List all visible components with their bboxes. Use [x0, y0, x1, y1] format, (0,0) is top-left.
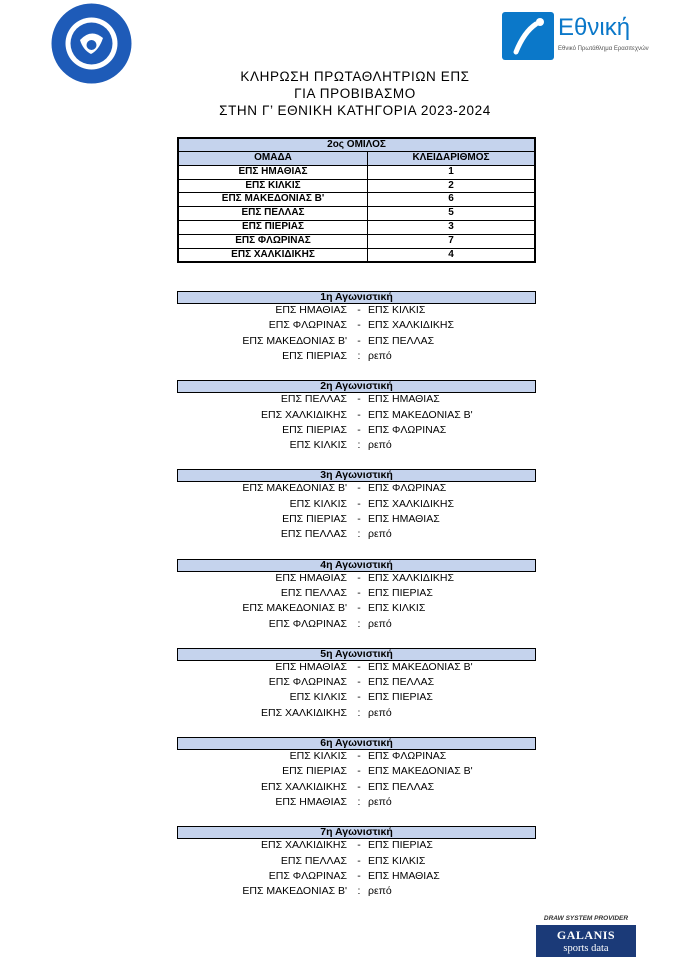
- match-row: [0, 349, 700, 364]
- team-name: ΕΠΣ ΚΙΛΚΙΣ: [179, 180, 368, 193]
- away-team: ΕΠΣ ΧΑΛΚΙΔΙΚΗΣ: [368, 497, 454, 510]
- match-row: [0, 660, 700, 675]
- away-team: ρεπό: [368, 706, 392, 719]
- away-team: ρεπό: [368, 439, 392, 452]
- team-name: ΕΠΣ ΗΜΑΘΙΑΣ: [179, 166, 368, 179]
- away-team: ΕΠΣ ΠΙΕΡΙΑΣ: [368, 691, 433, 704]
- home-team: ΕΠΣ ΚΙΛΚΙΣ: [289, 750, 347, 762]
- match-separator: -: [357, 423, 361, 436]
- away-team: ΕΠΣ ΜΑΚΕΔΟΝΙΑΣ Β': [368, 765, 473, 778]
- team-key-number: 1: [448, 165, 454, 177]
- match-separator: -: [357, 780, 361, 793]
- sponsor-name: GALANIS: [556, 928, 616, 942]
- team-name: ΕΠΣ ΠΙΕΡΙΑΣ: [179, 221, 368, 234]
- table-row: [179, 179, 534, 193]
- away-team: ΕΠΣ ΦΛΩΡΙΝΑΣ: [368, 423, 447, 436]
- col-header-team: ΟΜΑΔΑ: [179, 152, 368, 165]
- match-row: [0, 675, 700, 690]
- home-team: ΕΠΣ ΚΙΛΚΙΣ: [289, 439, 347, 452]
- ethniki-logo-word: Εθνική: [558, 14, 631, 41]
- home-team: ΕΠΣ ΦΛΩΡΙΝΑΣ: [268, 676, 347, 689]
- match-row: [0, 795, 700, 810]
- home-team: ΕΠΣ ΠΕΛΛΑΣ: [280, 586, 347, 599]
- match-row: [0, 586, 700, 601]
- title-line-3: ΣΤΗΝ Γ’ ΕΘΝΙΚΗ ΚΑΤΗΓΟΡΙΑ 2023-2024: [219, 103, 491, 118]
- match-row: [0, 764, 700, 779]
- match-separator: -: [357, 408, 361, 421]
- away-team: ρεπό: [368, 349, 392, 362]
- home-team: ΕΠΣ ΦΛΩΡΙΝΑΣ: [268, 319, 347, 332]
- match-separator: -: [357, 765, 361, 778]
- match-row: [0, 481, 700, 496]
- round-header: 5η Αγωνιστική: [177, 648, 536, 661]
- document-title: [150, 68, 560, 119]
- match-separator: -: [357, 586, 361, 599]
- home-team: ΕΠΣ ΠΙΕΡΙΑΣ: [282, 349, 347, 362]
- away-team: ΕΠΣ ΦΛΩΡΙΝΑΣ: [368, 750, 447, 762]
- team-key-number: 2: [448, 179, 454, 191]
- round-header: 4η Αγωνιστική: [177, 559, 536, 572]
- team-key-number: 4: [448, 248, 454, 260]
- match-row: [0, 408, 700, 423]
- match-row: [0, 497, 700, 512]
- match-separator: -: [357, 497, 361, 510]
- match-separator: :: [357, 706, 361, 719]
- match-separator: :: [357, 617, 361, 630]
- match-separator: -: [357, 839, 361, 852]
- team-key-number: 3: [448, 220, 454, 232]
- away-team: ρεπό: [368, 795, 392, 808]
- home-team: ΕΠΣ ΚΙΛΚΙΣ: [289, 497, 347, 510]
- match-separator: -: [357, 691, 361, 704]
- match-row: [0, 690, 700, 705]
- sponsor-badge: [536, 925, 636, 957]
- home-team: ΕΠΣ ΧΑΛΚΙΔΙΚΗΣ: [261, 839, 347, 852]
- match-row: [0, 318, 700, 333]
- away-team: ΕΠΣ ΚΙΛΚΙΣ: [368, 854, 426, 867]
- ethniki-logo-mark: [502, 12, 554, 60]
- table-row: [179, 192, 534, 206]
- home-team: ΕΠΣ ΚΙΛΚΙΣ: [289, 691, 347, 704]
- match-row: [0, 512, 700, 527]
- home-team: ΕΠΣ ΜΑΚΕΔΟΝΙΑΣ Β': [242, 482, 347, 495]
- sponsor-caption: DRAW SYSTEM PROVIDER: [543, 915, 629, 922]
- match-row: [0, 527, 700, 542]
- group-table-header: [179, 152, 534, 165]
- group-table-body: [179, 165, 534, 262]
- home-team: ΕΠΣ ΦΛΩΡΙΝΑΣ: [268, 617, 347, 630]
- match-separator: -: [357, 854, 361, 867]
- match-separator: -: [357, 571, 361, 584]
- away-team: ΕΠΣ ΗΜΑΘΙΑΣ: [368, 869, 440, 882]
- home-team: ΕΠΣ ΜΑΚΕΔΟΝΙΑΣ Β': [242, 602, 347, 615]
- away-team: ρεπό: [368, 885, 392, 898]
- home-team: ΕΠΣ ΗΜΑΘΙΑΣ: [275, 571, 347, 584]
- match-row: [0, 571, 700, 586]
- away-team: ΕΠΣ ΠΙΕΡΙΑΣ: [368, 839, 433, 852]
- home-team: ΕΠΣ ΧΑΛΚΙΔΙΚΗΣ: [261, 780, 347, 793]
- match-row: [0, 706, 700, 721]
- group-table: [177, 137, 536, 263]
- match-separator: :: [357, 528, 361, 541]
- match-separator: -: [357, 660, 361, 673]
- table-row: [179, 220, 534, 234]
- match-row: [0, 838, 700, 853]
- col-header-key: ΚΛΕΙΔΑΡΙΘΜΟΣ: [412, 152, 490, 163]
- match-row: [0, 438, 700, 453]
- home-team: ΕΠΣ ΜΑΚΕΔΟΝΙΑΣ Β': [242, 334, 347, 347]
- match-separator: -: [357, 319, 361, 332]
- home-team: ΕΠΣ ΠΕΛΛΑΣ: [280, 854, 347, 867]
- match-separator: -: [357, 304, 361, 316]
- match-row: [0, 423, 700, 438]
- table-row: [179, 165, 534, 179]
- team-name: ΕΠΣ ΜΑΚΕΔΟΝΙΑΣ Β': [179, 193, 368, 206]
- home-team: ΕΠΣ ΧΑΛΚΙΔΙΚΗΣ: [261, 706, 347, 719]
- home-team: ΕΠΣ ΠΕΛΛΑΣ: [280, 393, 347, 406]
- away-team: ΕΠΣ ΠΙΕΡΙΑΣ: [368, 586, 433, 599]
- away-team: ΕΠΣ ΠΕΛΛΑΣ: [368, 780, 435, 793]
- round-header: 6η Αγωνιστική: [177, 737, 536, 750]
- home-team: ΕΠΣ ΧΑΛΚΙΔΙΚΗΣ: [261, 408, 347, 421]
- match-separator: :: [357, 349, 361, 362]
- round-header: 1η Αγωνιστική: [177, 291, 536, 304]
- home-team: ΕΠΣ ΠΙΕΡΙΑΣ: [282, 765, 347, 778]
- match-row: [0, 617, 700, 632]
- team-name: ΕΠΣ ΠΕΛΛΑΣ: [179, 207, 368, 220]
- match-row: [0, 392, 700, 407]
- away-team: ΕΠΣ ΧΑΛΚΙΔΙΚΗΣ: [368, 571, 454, 584]
- sponsor-subtitle: sports data: [563, 943, 609, 954]
- away-team: ΕΠΣ ΧΑΛΚΙΔΙΚΗΣ: [368, 319, 454, 332]
- ethniki-logo-subtitle: Εθνικό Πρωτάθλημα Ερασιτεχνών: [558, 46, 649, 52]
- home-team: ΕΠΣ ΠΕΛΛΑΣ: [280, 528, 347, 541]
- away-team: ΕΠΣ ΗΜΑΘΙΑΣ: [368, 393, 440, 406]
- team-key-number: 5: [448, 207, 454, 219]
- match-separator: :: [357, 795, 361, 808]
- round-header: 7η Αγωνιστική: [177, 826, 536, 839]
- match-separator: -: [357, 334, 361, 347]
- match-row: [0, 749, 700, 764]
- home-team: ΕΠΣ ΦΛΩΡΙΝΑΣ: [268, 869, 347, 882]
- match-separator: -: [357, 393, 361, 406]
- away-team: ΕΠΣ ΚΙΛΚΙΣ: [368, 602, 426, 615]
- away-team: ΕΠΣ ΗΜΑΘΙΑΣ: [368, 513, 440, 525]
- title-line-1: ΚΛΗΡΩΣΗ ΠΡΩΤΑΘΛΗΤΡΙΩΝ ΕΠΣ: [240, 69, 470, 84]
- ethniki-logo: [502, 12, 649, 62]
- sponsor-logo: [536, 915, 636, 963]
- team-key-number: 7: [448, 234, 454, 246]
- match-separator: -: [357, 869, 361, 882]
- away-team: ρεπό: [368, 617, 392, 630]
- home-team: ΕΠΣ ΠΙΕΡΙΑΣ: [282, 513, 347, 525]
- away-team: ΕΠΣ ΠΕΛΛΑΣ: [368, 334, 435, 347]
- match-row: [0, 854, 700, 869]
- home-team: ΕΠΣ ΗΜΑΘΙΑΣ: [275, 304, 347, 316]
- home-team: ΕΠΣ ΗΜΑΘΙΑΣ: [275, 660, 347, 673]
- away-team: ΕΠΣ ΚΙΛΚΙΣ: [368, 304, 426, 316]
- match-separator: :: [357, 885, 361, 898]
- team-name: ΕΠΣ ΧΑΛΚΙΔΙΚΗΣ: [179, 249, 368, 262]
- team-name: ΕΠΣ ΦΛΩΡΙΝΑΣ: [179, 235, 368, 248]
- match-row: [0, 303, 700, 318]
- team-key-number: 6: [448, 193, 454, 205]
- group-name: 2ος ΟΜΙΛΟΣ: [179, 139, 534, 152]
- match-row: [0, 869, 700, 884]
- match-row: [0, 884, 700, 899]
- home-team: ΕΠΣ ΗΜΑΘΙΑΣ: [275, 795, 347, 808]
- table-row: [179, 206, 534, 220]
- federation-logo: [50, 2, 133, 85]
- home-team: ΕΠΣ ΜΑΚΕΔΟΝΙΑΣ Β': [242, 885, 347, 898]
- match-row: [0, 334, 700, 349]
- round-header: 3η Αγωνιστική: [177, 469, 536, 482]
- match-separator: -: [357, 513, 361, 525]
- away-team: ρεπό: [368, 528, 392, 541]
- match-separator: -: [357, 750, 361, 762]
- home-team: ΕΠΣ ΠΙΕΡΙΑΣ: [282, 423, 347, 436]
- match-row: [0, 601, 700, 616]
- match-separator: -: [357, 482, 361, 495]
- match-separator: -: [357, 602, 361, 615]
- match-row: [0, 780, 700, 795]
- table-row: [179, 234, 534, 248]
- table-row: [179, 248, 534, 262]
- match-separator: -: [357, 676, 361, 689]
- away-team: ΕΠΣ ΦΛΩΡΙΝΑΣ: [368, 482, 447, 495]
- away-team: ΕΠΣ ΠΕΛΛΑΣ: [368, 676, 435, 689]
- match-separator: :: [357, 439, 361, 452]
- away-team: ΕΠΣ ΜΑΚΕΔΟΝΙΑΣ Β': [368, 408, 473, 421]
- away-team: ΕΠΣ ΜΑΚΕΔΟΝΙΑΣ Β': [368, 660, 473, 673]
- round-header: 2η Αγωνιστική: [177, 380, 536, 393]
- title-line-2: ΓΙΑ ΠΡΟΒΙΒΑΣΜΟ: [294, 86, 416, 101]
